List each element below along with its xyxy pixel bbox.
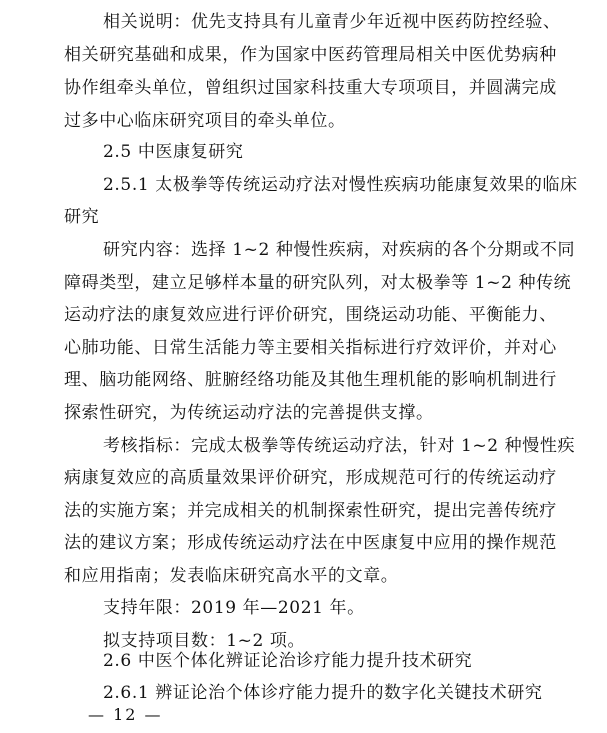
text-line: 法的实施方案；并完成相关的机制探索性研究，提出完善传统疗 — [64, 501, 557, 521]
text-line: 相关说明：优先支持具有儿童青少年近视中医药防控经验、 — [103, 12, 561, 32]
text-line: 理、脑功能网络、脏腑经络功能及其他生理机能的影响机制进行 — [64, 370, 557, 390]
section-heading: 2.6 中医个体化辨证论治诊疗能力提升技术研究 — [103, 651, 473, 671]
text-line: 法的建议方案；形成传统运动疗法在中医康复中应用的操作规范 — [64, 533, 557, 553]
text-line: 过多中心临床研究项目的牵头单位。 — [64, 111, 346, 131]
text-line: 支持年限：2019 年—2021 年。 — [103, 598, 365, 618]
text-line: 探索性研究，为传统运动疗法的完善提供支撑。 — [64, 403, 434, 423]
text-line: 相关研究基础和成果，作为国家中医药管理局相关中医优势病种 — [64, 45, 557, 65]
page-number: — 12 — — [88, 705, 163, 724]
text-line: 考核指标：完成太极拳等传统运动疗法，针对 1~2 种慢性疾 — [103, 436, 576, 456]
text-line: 拟支持项目数：1~2 项。 — [103, 631, 306, 651]
text-line: 运动疗法的康复效应进行评价研究，围绕运动功能、平衡能力、 — [64, 305, 557, 325]
subsection-heading-continued: 研究 — [64, 207, 100, 227]
subsection-heading: 2.6.1 辨证论治个体诊疗能力提升的数字化关键技术研究 — [103, 683, 543, 703]
text-line: 研究内容：选择 1~2 种慢性疾病，对疾病的各个分期或不同 — [103, 240, 576, 260]
subsection-heading: 2.5.1 太极拳等传统运动疗法对慢性疾病功能康复效果的临床 — [103, 175, 578, 195]
text-line: 病康复效应的高质量效果评价研究，形成规范可行的传统运动疗 — [64, 468, 557, 488]
text-line: 协作组牵头单位，曾组织过国家科技重大专项项目，并圆满完成 — [64, 78, 557, 98]
text-line: 障碍类型，建立足够样本量的研究队列，对太极拳等 1~2 种传统 — [64, 273, 572, 293]
section-heading: 2.5 中医康复研究 — [103, 142, 244, 162]
text-line: 心肺功能、日常生活能力等主要相关指标进行疗效评价，并对心 — [64, 338, 557, 358]
text-line: 和应用指南；发表临床研究高水平的文章。 — [64, 566, 399, 586]
